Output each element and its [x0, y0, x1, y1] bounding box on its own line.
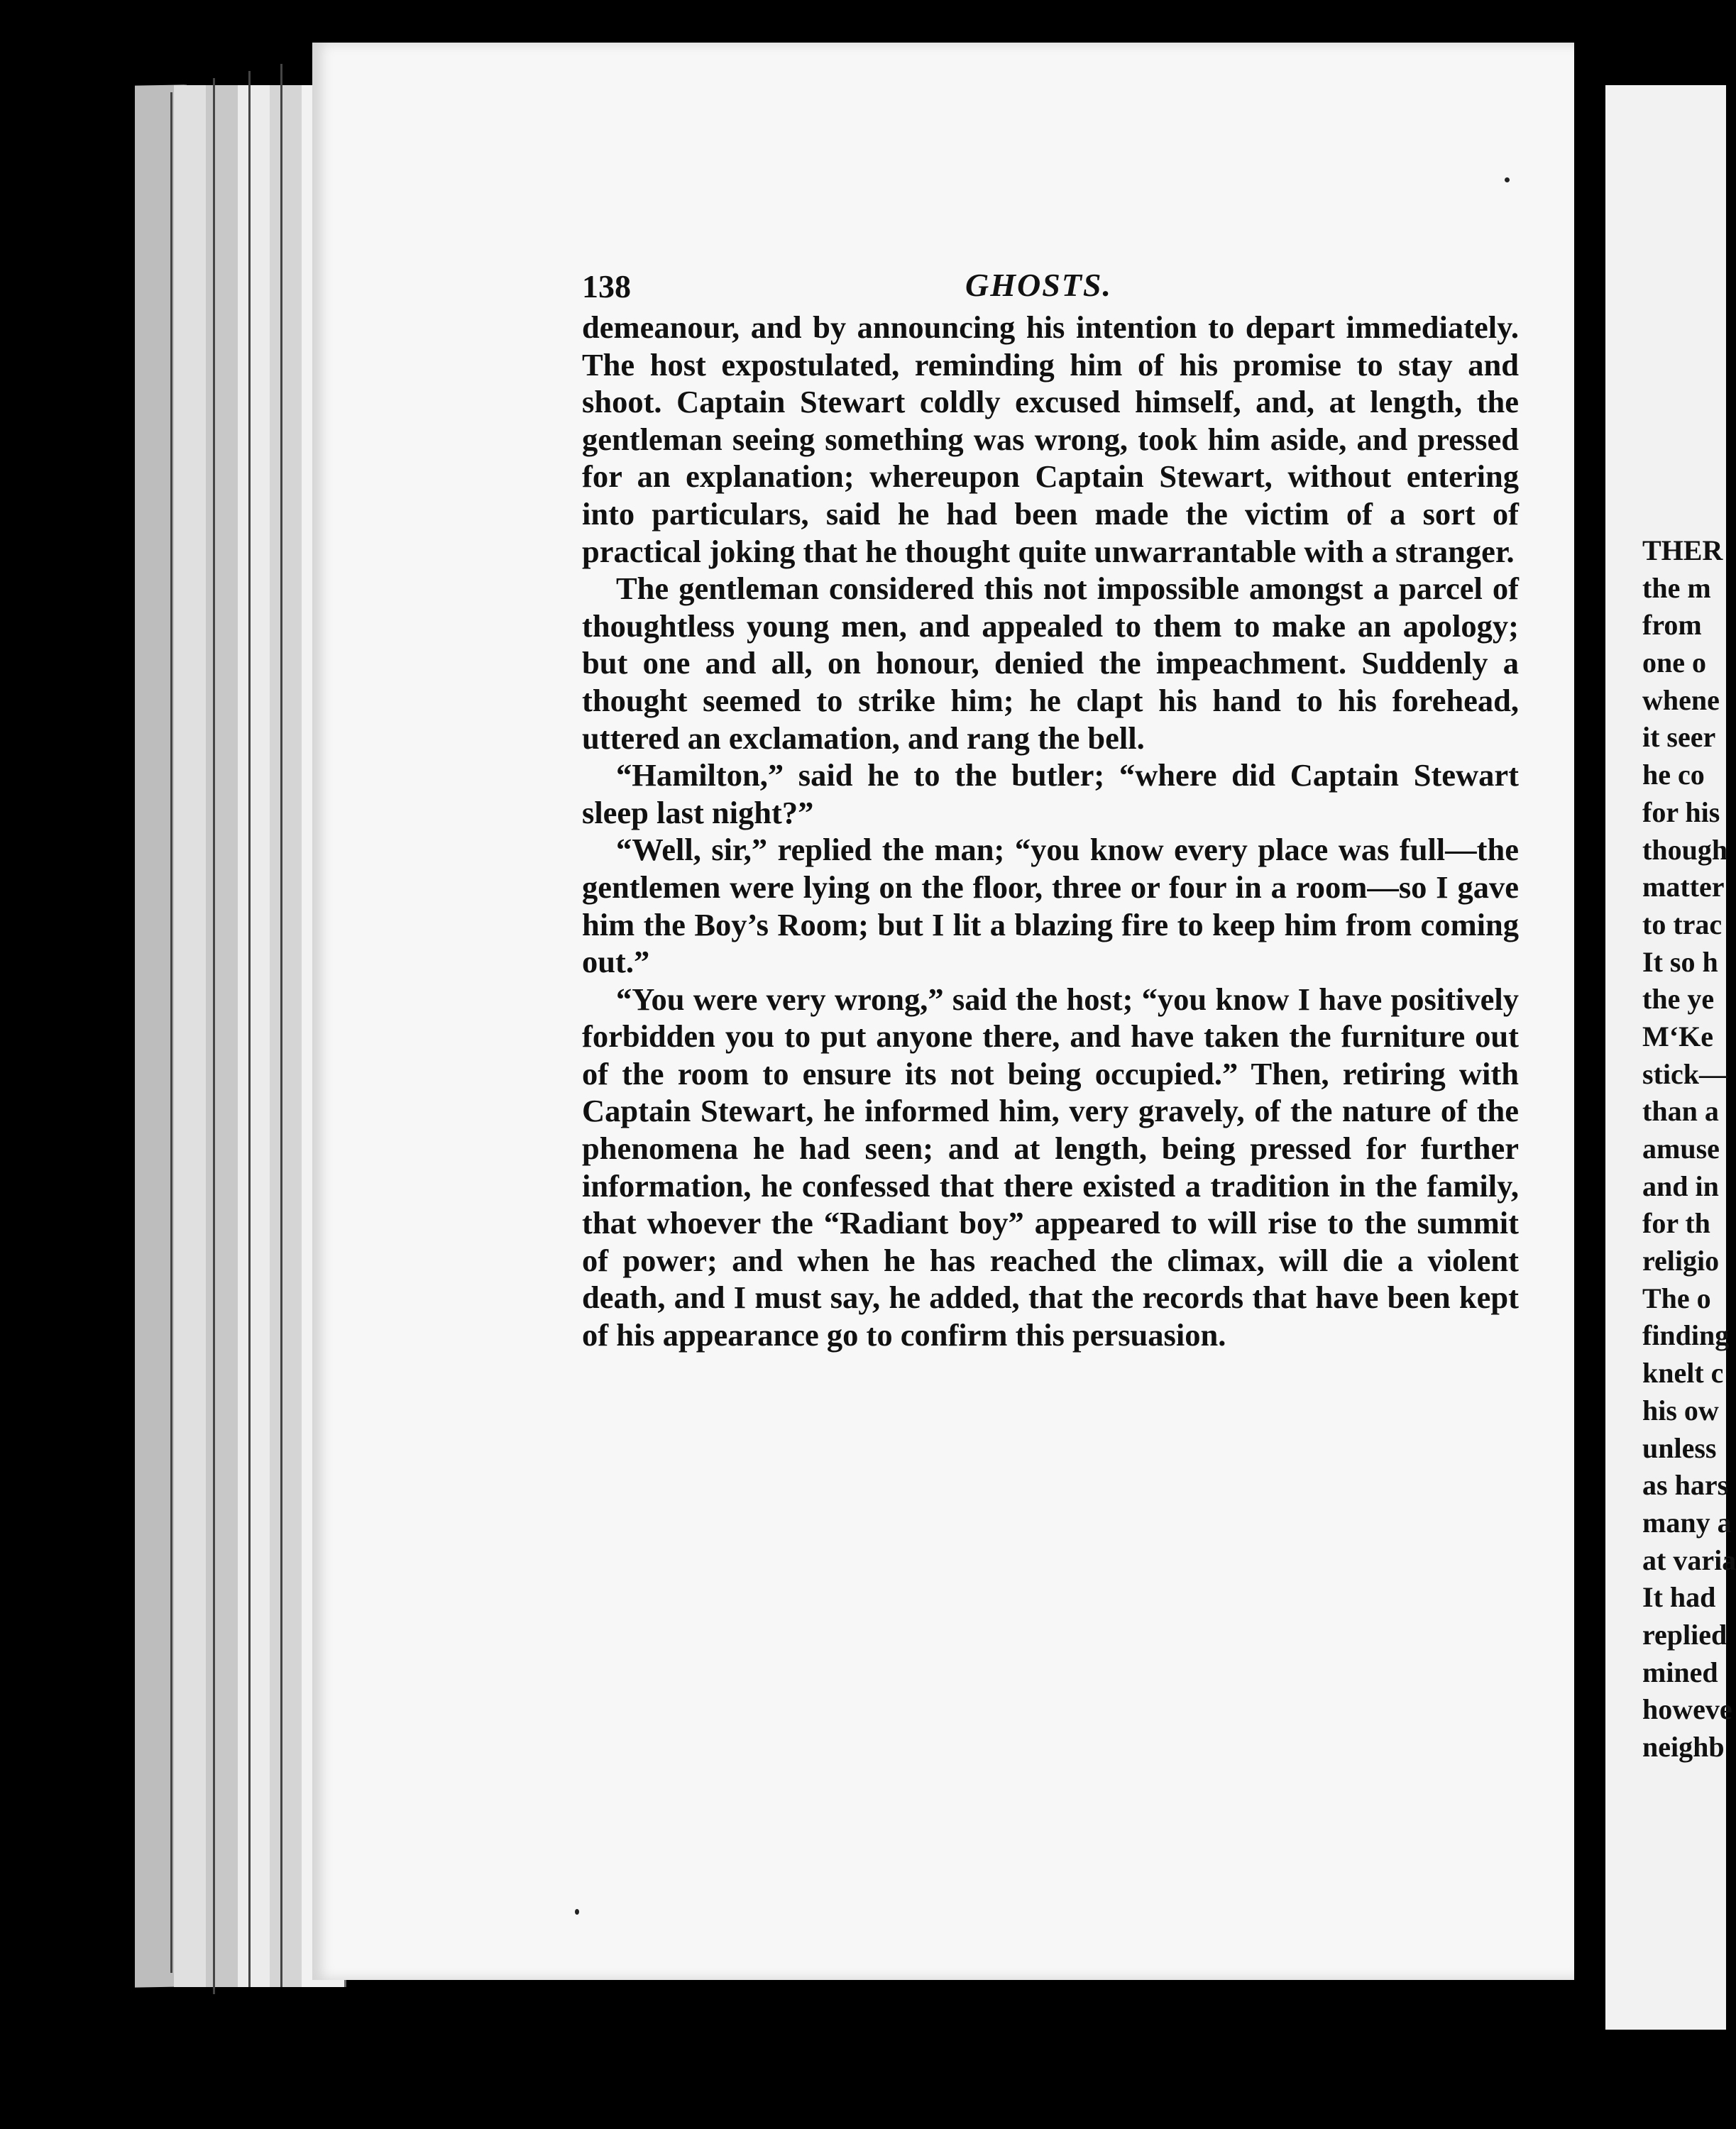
running-head: GHOSTS. — [965, 267, 1112, 303]
facing-page-line: neighb — [1642, 1731, 1725, 1763]
facing-page-line: religio — [1642, 1245, 1720, 1277]
facing-page-line: for his — [1642, 796, 1720, 828]
page-header — [582, 231, 1519, 309]
facing-page-line: the m — [1642, 571, 1711, 604]
facing-page-line: amuse — [1642, 1133, 1720, 1165]
page-number: 138 — [582, 268, 631, 304]
paragraph: “Hamilton,” said he to the butler; “where did Captain Stewart sleep last night?” — [582, 757, 1519, 830]
facing-page-line: The o — [1642, 1282, 1711, 1314]
page-edge-line — [280, 64, 282, 1987]
book-page-right — [1605, 85, 1736, 2030]
facing-page-line: unless — [1642, 1431, 1717, 1464]
facing-page-line: It had — [1642, 1581, 1716, 1614]
facing-page-line: and in — [1642, 1170, 1719, 1202]
facing-page-line: whene — [1642, 683, 1720, 716]
facing-page-line: it seer — [1642, 721, 1716, 754]
facing-page-text — [1642, 532, 1736, 1766]
facing-page-line: for th — [1642, 1207, 1710, 1240]
facing-page-line: to trac — [1642, 908, 1723, 940]
book-gutter — [1574, 28, 1610, 2051]
book-page-left — [312, 43, 1576, 1980]
page-edge-line — [170, 92, 172, 1973]
page-content — [582, 231, 1519, 1354]
facing-page-line: than a — [1642, 1095, 1719, 1128]
facing-page-line: M‘Ke — [1642, 1020, 1713, 1052]
facing-page-line: replied — [1642, 1618, 1727, 1651]
facing-page-line: knelt c — [1642, 1357, 1724, 1390]
facing-page-line: THER — [1642, 534, 1723, 566]
facing-page-line: as hars — [1642, 1469, 1729, 1502]
facing-page-line: stick— — [1642, 1057, 1727, 1090]
facing-page-line: though — [1642, 833, 1728, 866]
facing-page-line: finding — [1642, 1319, 1730, 1352]
speck-mark — [1505, 177, 1510, 182]
facing-page-line: his ow — [1642, 1394, 1719, 1426]
paragraph: The gentleman considered this not impossible amongst a parcel of thoughtless young men, and appealed to them to make an apology; but one and all, on honour, denied the impeachment. Suddenly a thought seemed to strike him; he clapt his hand to his forehead, uttered an exclamation, and rang the bell. — [582, 571, 1519, 756]
facing-page-line: from — [1642, 609, 1702, 642]
paragraph: “Well, sir,” replied the man; “you know every place was full—the gentlemen were lying on the floor, three or four in a room—so I gave him the Boy’s Room; but I lit a blazing fire to keep him from coming out.” — [582, 832, 1519, 980]
page-edge-line — [213, 78, 215, 1994]
facing-page-line: one o — [1642, 647, 1706, 679]
paragraph: demeanour, and by announcing his intention to depart immediately. The host expostulated, reminding him of his promise to stay and shoot. Captain Stewart coldly excused himself, and, at length, the gentleman seeing something was wrong, took him aside, and pressed for an explanation; whereupon Captain Stewart, without entering into particulars, said he had been made the victim of a sort of practical joking that he thought quite unwarrantable with a stranger. — [582, 309, 1519, 569]
facing-page-line: the ye — [1642, 983, 1715, 1016]
page-edge-line — [248, 71, 251, 1987]
facing-page-line: mined — [1642, 1656, 1718, 1688]
facing-page-line: It so h — [1642, 945, 1718, 978]
body-text — [582, 309, 1519, 1354]
facing-page-line: howeve — [1642, 1693, 1732, 1726]
facing-page-line: at varia — [1642, 1544, 1736, 1576]
facing-page-line: matter — [1642, 871, 1725, 903]
paragraph: “You were very wrong,” said the host; “you know I have positively forbidden you to put anyone there, and have taken the furniture out of the room to ensure its not being occupied.” Then, retiring with Captain Stewart, he informed him, very gravely, of the nature of the phenomena he had seen; and at length, being pressed for further information, he confessed that there existed a tradition in the family, that whoever the “Radiant boy” appeared to will rise to the summit of power; and when he has reached the climax, will die a violent death, and I must say, he added, that the records that have been kept of his appearance go to confirm this persuasion. — [582, 981, 1519, 1353]
facing-page-line: he co — [1642, 759, 1705, 791]
speck-mark — [575, 1909, 579, 1915]
facing-page-line: many a — [1642, 1506, 1732, 1539]
